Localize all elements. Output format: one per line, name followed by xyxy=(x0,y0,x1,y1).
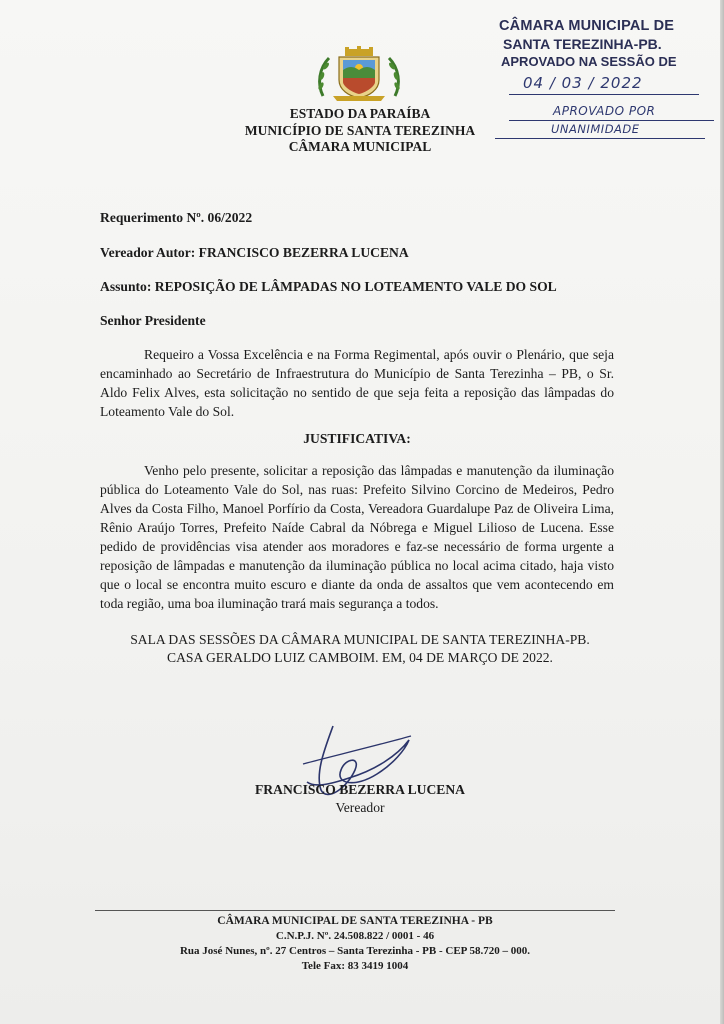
closing-line-1: SALA DAS SESSÕES DA CÂMARA MUNICIPAL DE SANTA TEREZINHA-PB. xyxy=(130,632,590,647)
stamp-approval-line-2 xyxy=(495,138,705,139)
request-subject: Assunto: REPOSIÇÃO DE LÂMPADAS NO LOTEAMENTO VALE DO SOL xyxy=(100,279,557,294)
document-header xyxy=(200,106,520,156)
stamp-handwritten-date: 04 / 03 / 2022 xyxy=(523,74,643,92)
stamp-handwritten-approval-1: APROVADO POR xyxy=(553,104,656,118)
stamp-line-2: SANTA TEREZINHA-PB. xyxy=(503,36,662,52)
closing-line-2: CASA GERALDO LUIZ CAMBOIM. EM, 04 DE MARÇO DE 2022. xyxy=(167,650,553,665)
header-state: ESTADO DA PARAÍBA xyxy=(289,106,431,121)
document-footer xyxy=(100,914,610,974)
header-municipality: MUNICÍPIO DE SANTA TEREZINHA xyxy=(244,122,476,138)
stamp-date-line xyxy=(509,94,699,95)
stamp-line-1: CÂMARA MUNICIPAL DE xyxy=(499,18,675,34)
request-author: Vereador Autor: FRANCISCO BEZERRA LUCENA xyxy=(100,245,409,260)
footer-cnpj: C.N.P.J. Nº. 24.508.822 / 0001 - 46 xyxy=(275,930,435,942)
header-chamber: CÂMARA MUNICIPAL xyxy=(288,139,432,154)
justification-title: JUSTIFICATIVA: xyxy=(303,431,411,446)
approval-stamp xyxy=(495,14,717,144)
footer-phone: Tele Fax: 83 3419 1004 xyxy=(301,960,409,972)
page-edge xyxy=(720,0,724,1024)
salutation: Senhor Presidente xyxy=(100,313,206,328)
stamp-approval-line-1 xyxy=(509,120,714,121)
stamp-line-3: APROVADO NA SESSÃO DE xyxy=(501,54,677,69)
request-number: Requerimento Nº. 06/2022 xyxy=(100,210,253,225)
signature-name: FRANCISCO BEZERRA LUCENA xyxy=(255,782,465,797)
justification-body: Venho pelo presente, solicitar a reposição das lâmpadas e manutenção da iluminação pública do Loteamento Vale do Sol, nas ruas: Prefeito Silvino Corcino de Medeiros, Pedro Alves da Costa Filho, Manoel Porfírio da Costa, Vereadora Guardalupe Paz de Oliveira Lima, Rênio Araújo Torres, Prefeito Naíde Cabral da Nóbrega e Miguel Lilioso de Lucena. Esse pedido de providências visa atender aos moradores e faz-se necessário de forma urgente a reposição de lâmpadas e manutenção da iluminação pública no local acima citado, haja visto que o local se encontra muito escuro e diante da onda de assaltos que vem acontecendo em toda região, uma boa iluminação trará mais segurança a todos. xyxy=(100,463,614,611)
signature-role: Vereador xyxy=(335,800,385,815)
footer-address: Rua José Nunes, nº. 27 Centros – Santa Terezinha - PB - CEP 58.720 – 000. xyxy=(179,945,531,957)
request-body: Requeiro a Vossa Excelência e na Forma Regimental, após ouvir o Plenário, que seja encaminhado ao Secretário de Infraestrutura do Município de Santa Terezinha – PB, o Sr. Aldo Felix Alves, esta solicitação no sentido de que seja feita a reposição das lâmpadas do Loteamento Vale do Sol. xyxy=(100,347,614,419)
municipal-crest-icon xyxy=(313,46,405,104)
footer-divider xyxy=(95,910,615,911)
stamp-handwritten-approval-2: UNANIMIDADE xyxy=(551,122,640,136)
footer-name: CÂMARA MUNICIPAL DE SANTA TEREZINHA - PB xyxy=(217,915,493,927)
